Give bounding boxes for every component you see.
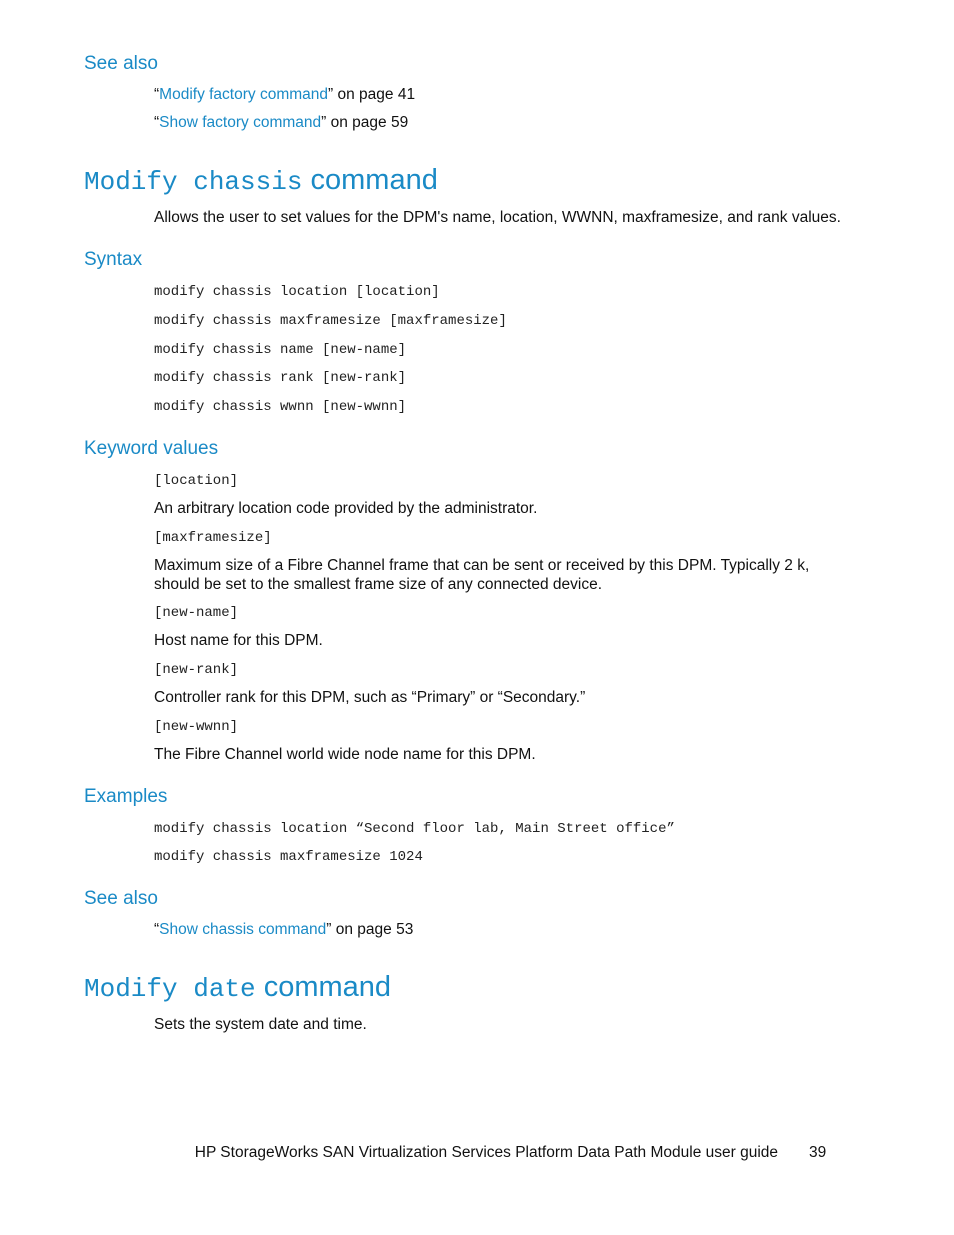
example-line: modify chassis maxframesize 1024 [154,849,423,865]
modify-factory-link[interactable]: Modify factory command [159,86,329,103]
see-also-ref: “Modify factory command” on page 41 [154,86,416,103]
section-description: Sets the system date and time. [154,1016,367,1033]
show-chassis-link[interactable]: Show chassis command [159,921,327,938]
keyword-name: [new-rank] [154,662,239,678]
section-title-modify-date: Modify date command [84,971,392,1004]
section-title-modify-chassis: Modify chassis command [84,164,438,197]
see-also-ref: “Show chassis command” on page 53 [154,921,414,938]
example-line: modify chassis location “Second floor lab, Main Street office” [154,821,675,837]
examples-heading: Examples [84,786,168,807]
see-also-heading: See also [84,53,158,74]
syntax-line: modify chassis maxframesize [maxframesize] [154,313,507,329]
keyword-description: An arbitrary location code provided by the administrator. [154,500,538,517]
keyword-description: Controller rank for this DPM, such as “Primary” or “Secondary.” [154,689,586,706]
keyword-name: [maxframesize] [154,530,272,546]
keyword-description: Maximum size of a Fibre Channel frame that can be sent or received by this DPM. Typically 2 k, should be set to the smallest frame size of any connected device. [154,557,810,593]
footer-guide-title: HP StorageWorks SAN Virtualization Services Platform Data Path Module user guide [194,1144,778,1161]
section-description: Allows the user to set values for the DPM's name, location, WWNN, maxframesize, and rank values. [154,209,841,226]
keyword-description: Host name for this DPM. [154,632,323,649]
see-also-ref: “Show factory command” on page 59 [154,114,409,131]
keyword-name: [new-wwnn] [154,719,239,735]
see-also-heading: See also [84,888,158,909]
syntax-line: modify chassis location [location] [154,284,440,300]
syntax-line: modify chassis rank [new-rank] [154,370,407,386]
syntax-heading: Syntax [84,249,143,270]
keyword-name: [new-name] [154,605,239,621]
keyword-name: [location] [154,473,239,489]
syntax-line: modify chassis wwnn [new-wwnn] [154,399,407,415]
show-factory-link[interactable]: Show factory command [159,114,322,131]
page-number: 39 [809,1144,827,1161]
syntax-line: modify chassis name [new-name] [154,342,407,358]
keyword-description: The Fibre Channel world wide node name for this DPM. [154,746,536,763]
keyword-values-heading: Keyword values [84,438,219,459]
